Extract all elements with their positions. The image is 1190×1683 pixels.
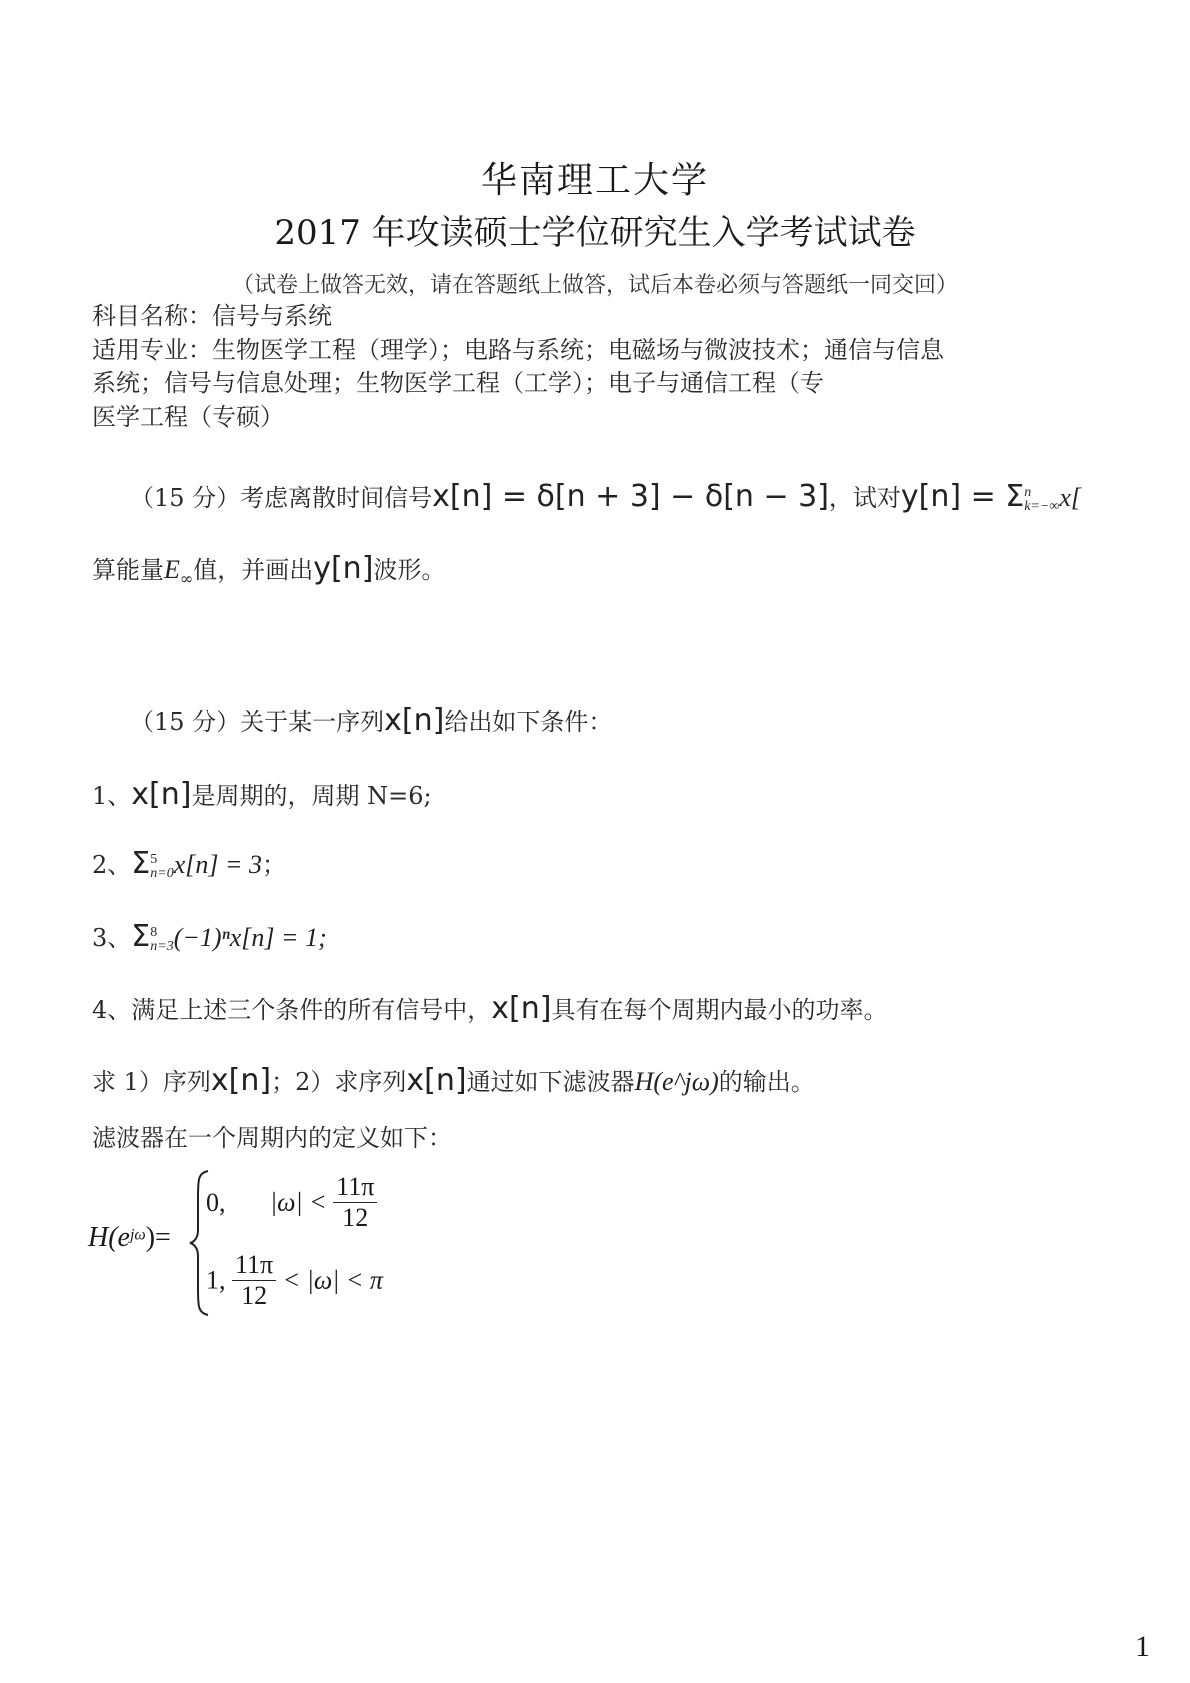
cond2-top: 5 [150,851,158,867]
h-label: H(e [88,1222,130,1253]
filter-intro: 滤波器在一个周期内的定义如下： [92,1124,452,1152]
filter-label [88,1222,171,1254]
q1-prefix: （15 分）考虑离散时间信号 [130,484,433,512]
case-2 [206,1250,383,1311]
question-1-line-2 [92,550,445,588]
condition-2 [92,845,286,881]
cond2-prefix: 2、 [92,851,132,879]
majors-line-2: 系统；信号与信息处理；生物医学工程（工学）；电子与通信工程（专 [92,369,824,397]
ask-filter: H(e^jω) [634,1067,719,1096]
condition-3 [92,918,327,954]
case2-frac-den: 12 [241,1281,268,1310]
case2-value: 1, [206,1265,226,1295]
case2-frac-num: 11π [232,1250,276,1281]
case1-cond: |ω| < [270,1187,327,1217]
cond3-prefix: 3、 [92,924,132,952]
case1-fraction [333,1172,377,1233]
case-1 [206,1172,377,1233]
h-close: )= [145,1222,171,1253]
cond2-expr: x[n] = 3 [173,850,263,879]
q1-sum-expr: y[n] = Σ [900,479,1025,514]
ask-mid2: 通过如下滤波器 [466,1068,635,1096]
q1-sum-top: n [1024,484,1032,500]
cond3-expr: (−1)ⁿx[n] = 1; [173,923,327,952]
q2-x-symbol: x[n] [384,703,445,738]
cond3-sum: Σ [131,919,151,954]
university-title: 华南理工大学 [480,160,709,201]
cond2-suffix: ； [262,851,287,879]
case1-frac-den: 12 [342,1203,369,1232]
subject-line: 科目名称：信号与系统 [92,302,332,330]
ask-x1: x[n] [210,1063,272,1098]
ask-mid: ；2）求序列 [271,1068,407,1096]
case2-cond: < |ω| < π [282,1265,383,1295]
q2-intro-prefix: （15 分）关于某一序列 [130,708,385,736]
condition-4 [92,990,887,1026]
q1-line2-mid: 值，并画出 [193,556,314,584]
cond3-top: 8 [150,924,158,940]
ask-suffix: 的输出。 [718,1068,815,1096]
q1-y-symbol: y[n] [313,551,374,586]
cond4-prefix: 4、满足上述三个条件的所有信号中， [92,996,492,1024]
cond2-sum: Σ [131,846,151,881]
q1-energy-sub: ∞ [179,568,194,588]
exam-note: （试卷上做答无效，请在答题纸上做答，试后本卷必须与答题纸一同交回） [231,273,958,298]
case1-frac-num: 11π [333,1172,377,1203]
question-2-intro [130,702,612,738]
q1-energy: E [164,555,180,584]
case1-value: 0, [206,1187,226,1217]
h-sup: jω [129,1226,146,1244]
case2-fraction [232,1250,276,1311]
majors-line-3: 医学工程（专硕） [92,403,284,431]
cond4-suffix: 具有在每个周期内最小的功率。 [551,996,888,1024]
question-2-ask [92,1062,815,1098]
condition-1 [92,776,432,812]
cond2-bottom: n=0 [150,865,174,881]
ask-prefix: 求 1）序列 [92,1068,211,1096]
q2-intro-suffix: 给出如下条件： [444,708,613,736]
cond1-suffix: 是周期的，周期 N=6; [191,782,432,810]
cond3-bottom: n=3 [150,938,174,954]
cond4-x: x[n] [491,991,552,1026]
page-number: 1 [1135,1630,1150,1663]
q1-sum-bottom: k=−∞ [1024,498,1060,514]
cond1-prefix: 1、 [92,782,132,810]
q1-mid: ，试对 [828,484,901,512]
q1-sum-limits [1024,486,1059,514]
cond2-limits [150,853,173,881]
majors-line-1: 适用专业：生物医学工程（理学）；电路与系统；电磁场与微波技术；通信与信息 [92,336,944,364]
ask-x2: x[n] [406,1063,467,1098]
q1-line2-suffix: 波形。 [373,556,446,584]
question-1-line-1 [130,478,1081,514]
q1-sum-tail: x[ [1059,483,1082,512]
cond1-x: x[n] [131,777,192,812]
exam-title: 2017 年攻读硕士学位研究生入学考试试卷 [274,213,916,253]
cond3-limits [150,926,173,954]
q1-line2-prefix: 算能量 [92,556,164,584]
q1-signal: x[n] = δ[n + 3] − δ[n − 3] [432,479,829,514]
